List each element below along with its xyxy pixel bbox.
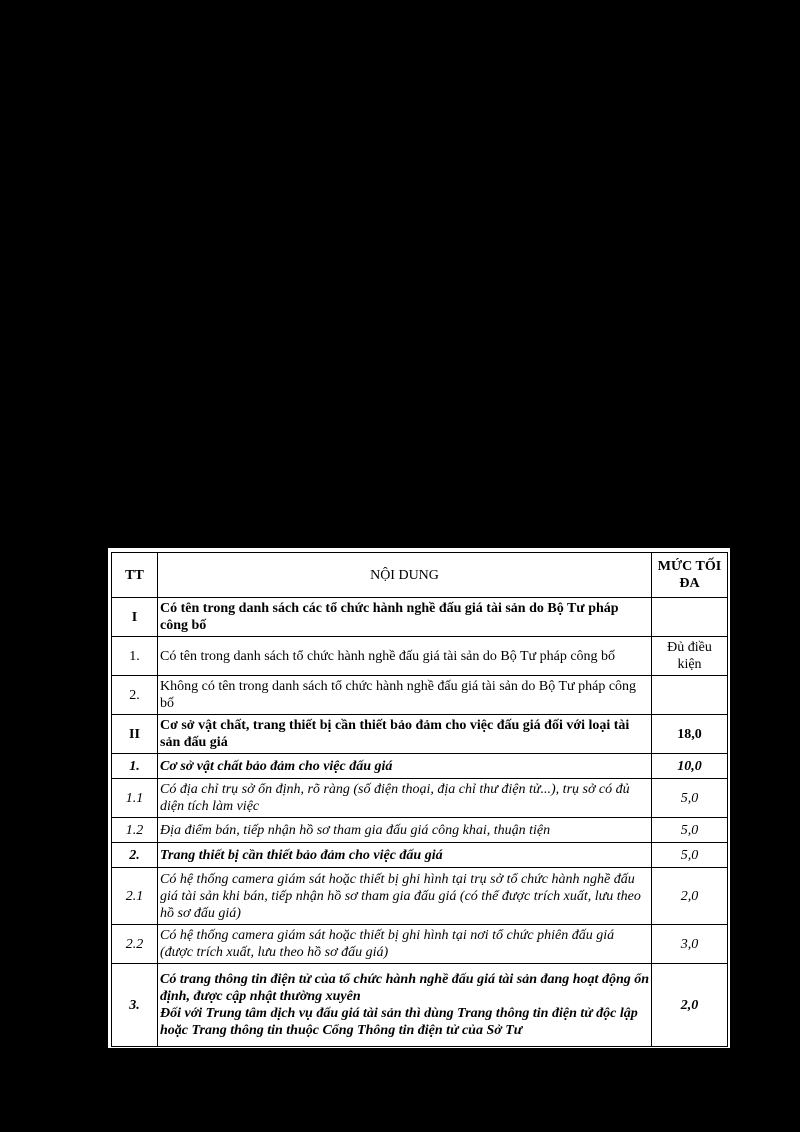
table-header-row — [112, 553, 728, 598]
row-tt: 2.1 — [112, 868, 158, 925]
row-content: Có hệ thống camera giám sát hoặc thiết bị ghi hình tại trụ sở tổ chức hành nghề đấu giá tài sản khi bán, tiếp nhận hồ sơ tham gia đấu giá (có thể được trích xuất, lưu theo hồ sơ đấu giá) — [158, 868, 652, 925]
row-max — [652, 676, 728, 715]
row-content: Cơ sở vật chất, trang thiết bị cần thiết bảo đảm cho việc đấu giá đối với loại tài sản đấu giá — [158, 715, 652, 754]
row-content: Địa điểm bán, tiếp nhận hồ sơ tham gia đấu giá công khai, thuận tiện — [158, 818, 652, 843]
table-row — [112, 843, 728, 868]
row-content: Có tên trong danh sách các tổ chức hành nghề đấu giá tài sản do Bộ Tư pháp công bố — [158, 598, 652, 637]
document-table-frame — [108, 548, 730, 1048]
row-content: Có hệ thống camera giám sát hoặc thiết bị ghi hình tại nơi tổ chức phiên đấu giá (được trích xuất, lưu theo hồ sơ đấu giá) — [158, 925, 652, 964]
table-row — [112, 715, 728, 754]
row-max: Đủ điều kiện — [652, 637, 728, 676]
row-max: 2,0 — [652, 868, 728, 925]
row-content: Có tên trong danh sách tổ chức hành nghề đấu giá tài sản do Bộ Tư pháp công bố — [158, 637, 652, 676]
row-max: 2,0 — [652, 964, 728, 1047]
row-tt: 1. — [112, 754, 158, 779]
row-tt: 2. — [112, 676, 158, 715]
table-row — [112, 964, 728, 1047]
row-tt: II — [112, 715, 158, 754]
row-max — [652, 598, 728, 637]
table-row — [112, 676, 728, 715]
row-max: 18,0 — [652, 715, 728, 754]
table-row — [112, 637, 728, 676]
row-tt: 2. — [112, 843, 158, 868]
criteria-table — [111, 552, 728, 1047]
table-row — [112, 925, 728, 964]
row-max: 10,0 — [652, 754, 728, 779]
header-content: NỘI DUNG — [158, 553, 652, 598]
row-content — [158, 964, 652, 1047]
row-tt: 1.2 — [112, 818, 158, 843]
row-content: Không có tên trong danh sách tổ chức hành nghề đấu giá tài sản do Bộ Tư pháp công bố — [158, 676, 652, 715]
table-row — [112, 754, 728, 779]
row-tt: 1. — [112, 637, 158, 676]
row-max: 5,0 — [652, 843, 728, 868]
row-content-line: Đối với Trung tâm dịch vụ đấu giá tài sản thì dùng Trang thông tin điện tử độc lập hoặc Trang thông tin thuộc Cổng Thông tin điện tử của Sở Tư — [160, 1006, 638, 1038]
row-content-line: Có trang thông tin điện tử của tổ chức hành nghề đấu giá tài sản đang hoạt động ổn định, được cập nhật thường xuyên — [160, 972, 650, 1004]
row-content: Trang thiết bị cần thiết bảo đảm cho việc đấu giá — [158, 843, 652, 868]
header-tt: TT — [112, 553, 158, 598]
row-tt: 1.1 — [112, 779, 158, 818]
row-tt: 3. — [112, 964, 158, 1047]
row-content: Cơ sở vật chất bảo đảm cho việc đấu giá — [158, 754, 652, 779]
row-max: 3,0 — [652, 925, 728, 964]
table-row — [112, 779, 728, 818]
row-content: Có địa chỉ trụ sở ổn định, rõ ràng (số điện thoại, địa chỉ thư điện tử...), trụ sở có đủ diện tích làm việc — [158, 779, 652, 818]
table-row — [112, 868, 728, 925]
row-tt: I — [112, 598, 158, 637]
table-row — [112, 598, 728, 637]
row-max: 5,0 — [652, 779, 728, 818]
table-row — [112, 818, 728, 843]
row-max: 5,0 — [652, 818, 728, 843]
row-tt: 2.2 — [112, 925, 158, 964]
header-max: MỨC TỐI ĐA — [652, 553, 728, 598]
